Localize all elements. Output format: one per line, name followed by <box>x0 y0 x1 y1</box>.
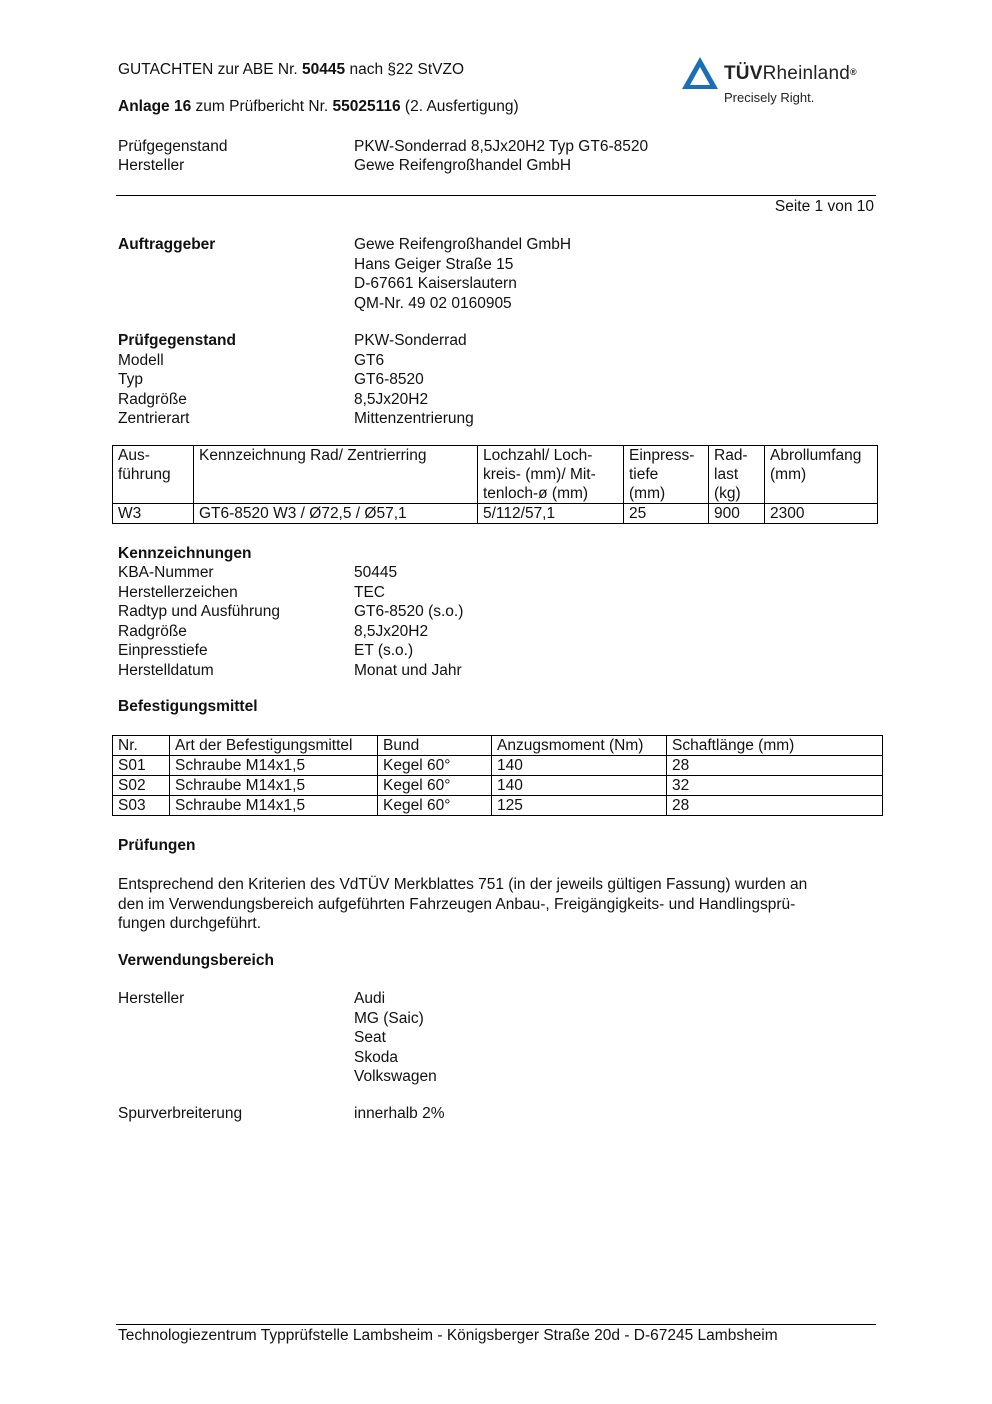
header-maker-value: Gewe Reifengroßhandel GmbH <box>354 157 572 174</box>
page-number: Seite 1 von 10 <box>774 198 874 215</box>
tests-heading: Prüfungen <box>118 837 196 854</box>
header-cell: Rad- last (kg) <box>709 446 765 504</box>
abe-number: 50445 <box>302 61 346 78</box>
markings-values: 50445 TEC GT6-8520 (s.o.) 8,5Jx20H2 ET (s.o.) Monat und Jahr <box>354 564 464 679</box>
client-address: Gewe Reifengroßhandel GmbH Hans Geiger Straße 15 D-67661 Kaiserslautern QM-Nr. 49 02 0160905 <box>354 236 572 312</box>
usage-makers-list <box>354 989 437 1087</box>
table-row: S02 Schraube M14x1,5 Kegel 60° 140 32 <box>113 776 883 796</box>
client-label: Auftraggeber <box>118 236 216 253</box>
tests-paragraph: Entsprechend den Kriterien des VdTÜV Merkblattes 751 (in der jeweils gültigen Fassung) wurden an den im Verwendungsbereich aufgeführten Fahrzeugen Anbau-, Freigängigkeits- und Handlingsprü- fungen durchgeführt. <box>118 876 808 932</box>
footer-address: Technologiezentrum Typprüfstelle Lambsheim - Königsberger Straße 20d - D-67245 Lambsheim <box>118 1327 778 1344</box>
header-object-label: Prüfgegenstand <box>118 138 228 155</box>
tuv-triangle-logo-icon <box>680 55 720 91</box>
header-cell: Aus- führung <box>113 446 194 504</box>
list-item: Audi <box>354 990 386 1007</box>
table-row: S03 Schraube M14x1,5 Kegel 60° 125 28 <box>113 796 883 816</box>
variant-table <box>112 445 878 524</box>
table-row: S01 Schraube M14x1,5 Kegel 60° 140 28 <box>113 756 883 776</box>
usage-heading: Verwendungsbereich <box>118 952 274 969</box>
track-value: innerhalb 2% <box>354 1105 445 1122</box>
logo-tagline: Precisely Right. <box>724 90 815 105</box>
footer-divider <box>116 1324 876 1325</box>
table-header-row: Nr. Art der Befestigungsmittel Bund Anzugsmoment (Nm) Schaftlänge (mm) <box>113 736 883 756</box>
usage-makers-label: Hersteller <box>118 990 185 1007</box>
list-item: Seat <box>354 1029 386 1046</box>
report-subtitle: Anlage 16 zum Prüfbericht Nr. 55025116 (2. Ausfertigung) <box>118 98 519 115</box>
logo-brand: TÜVRheinland® <box>724 63 857 84</box>
track-label: Spurverbreiterung <box>118 1105 243 1122</box>
header-object-value: PKW-Sonderrad 8,5Jx20H2 Typ GT6-8520 <box>354 138 649 155</box>
test-object-labels: Prüfgegenstand Modell Typ Radgröße Zentrierart <box>118 332 236 427</box>
header-cell: Einpress- tiefe (mm) <box>624 446 709 504</box>
header-cell: Abrollumfang (mm) <box>765 446 878 504</box>
list-item: MG (Saic) <box>354 1009 424 1027</box>
report-number: 55025116 <box>332 98 401 115</box>
header-cell: Kennzeichnung Rad/ Zentrierring <box>194 446 478 504</box>
markings-heading: Kennzeichnungen <box>118 545 252 562</box>
table-row: W3 GT6-8520 W3 / Ø72,5 / Ø57,1 5/112/57,1 25 900 2300 <box>113 504 878 524</box>
table-header-row <box>113 446 878 504</box>
list-item: Skoda <box>354 1048 398 1066</box>
markings-labels: KBA-Nummer Herstellerzeichen Radtyp und Ausführung Radgröße Einpresstiefe Herstelldatum <box>118 564 281 679</box>
header-maker-label: Hersteller <box>118 157 185 174</box>
header-divider <box>116 195 876 196</box>
report-title: GUTACHTEN zur ABE Nr. 50445 nach §22 StVZO <box>118 61 465 78</box>
header-cell: Lochzahl/ Loch- kreis- (mm)/ Mit- tenloch-ø (mm) <box>478 446 624 504</box>
fasteners-heading: Befestigungsmittel <box>118 698 258 715</box>
list-item: Volkswagen <box>354 1068 437 1085</box>
fasteners-table <box>112 735 883 816</box>
test-object-values: PKW-Sonderrad GT6 GT6-8520 8,5Jx20H2 Mittenzentrierung <box>354 332 474 427</box>
